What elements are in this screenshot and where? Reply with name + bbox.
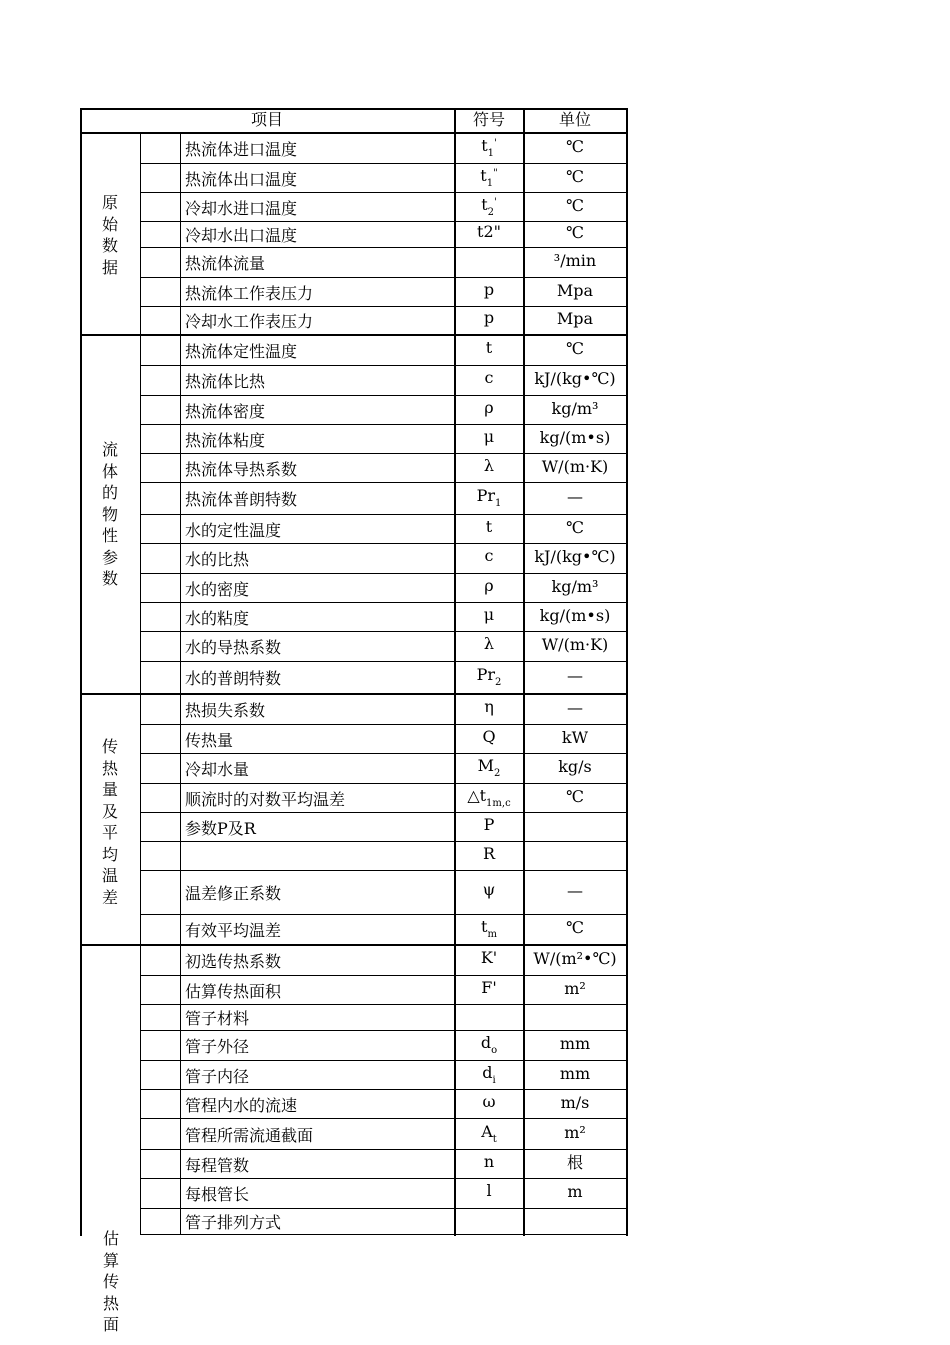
item-cell: 管程内水的流速 bbox=[185, 1095, 298, 1115]
symbol-cell bbox=[455, 456, 523, 476]
row-border bbox=[140, 1060, 628, 1061]
row-border bbox=[140, 1178, 628, 1179]
group-label-raw-data: 原始数据 bbox=[101, 193, 118, 277]
item-cell: 水的普朗特数 bbox=[185, 669, 282, 688]
row-border bbox=[140, 1149, 628, 1150]
symbol-subscript: 1 bbox=[487, 147, 495, 159]
item-cell: 热流体工作表压力 bbox=[185, 283, 314, 303]
symbol-text: p bbox=[483, 308, 495, 327]
item-cell: 水的密度 bbox=[185, 579, 250, 599]
item-cell: 热流体进口温度 bbox=[185, 139, 298, 159]
unit-cell: ℃ bbox=[566, 223, 584, 242]
header-unit: 单位 bbox=[558, 110, 591, 129]
symbol-cell bbox=[455, 727, 523, 747]
item-cell: 管子材料 bbox=[185, 1009, 250, 1028]
row-border bbox=[140, 482, 628, 483]
item-cell: 冷却水量 bbox=[185, 760, 250, 779]
symbol-subscript: o bbox=[491, 1045, 498, 1056]
row-border bbox=[140, 841, 628, 842]
header-symbol: 符号 bbox=[472, 110, 505, 129]
unit-cell: m² bbox=[564, 1122, 586, 1142]
symbol-text: λ bbox=[483, 455, 495, 475]
symbol-cell bbox=[455, 546, 523, 566]
row-border bbox=[140, 1089, 628, 1090]
unit-cell: kg/(m•s) bbox=[539, 427, 611, 447]
symbol-cell bbox=[455, 697, 523, 717]
symbol-cell bbox=[455, 222, 523, 242]
item-cell: 水的导热系数 bbox=[185, 638, 282, 657]
symbol-subscript: t bbox=[492, 1133, 497, 1145]
unit-cell: — bbox=[567, 881, 583, 900]
column-border bbox=[523, 108, 525, 1236]
symbol-cell bbox=[455, 368, 523, 388]
row-border bbox=[140, 602, 628, 603]
symbol-cell bbox=[455, 338, 523, 358]
row-border bbox=[140, 277, 628, 278]
symbol-cell bbox=[455, 194, 523, 218]
row-border bbox=[140, 724, 628, 725]
symbol-text: p bbox=[483, 279, 495, 299]
symbol-text: △t bbox=[467, 785, 487, 805]
item-cell: 水的定性温度 bbox=[185, 520, 282, 540]
unit-cell: kJ/(kg•℃) bbox=[534, 547, 616, 566]
item-cell: 估算传热面积 bbox=[185, 981, 282, 1001]
row-border bbox=[140, 914, 628, 915]
symbol-cell bbox=[455, 756, 523, 779]
row-border bbox=[140, 1234, 628, 1235]
unit-cell: kg/m³ bbox=[551, 398, 599, 418]
section-border bbox=[80, 944, 628, 946]
symbol-text: ρ bbox=[484, 397, 494, 417]
symbol-text: t bbox=[480, 165, 487, 185]
symbol-text: c bbox=[484, 546, 494, 565]
item-cell: 热流体粘度 bbox=[185, 430, 266, 450]
group-label-physical-properties: 流体的物性参数 bbox=[101, 440, 118, 588]
symbol-text: K' bbox=[480, 947, 498, 967]
symbol-text: ψ bbox=[482, 880, 496, 899]
item-cell: 冷却水工作表压力 bbox=[185, 312, 314, 331]
table-border bbox=[80, 108, 628, 110]
symbol-text: P bbox=[483, 814, 495, 834]
symbol-cell bbox=[455, 785, 523, 809]
symbol-superscript: ' bbox=[494, 137, 497, 149]
item-cell: 水的比热 bbox=[185, 550, 250, 569]
row-border bbox=[140, 1004, 628, 1005]
item-cell: 热流体出口温度 bbox=[185, 169, 298, 189]
section-border bbox=[80, 693, 628, 695]
row-border bbox=[140, 1030, 628, 1031]
row-border bbox=[140, 631, 628, 632]
section-border bbox=[80, 334, 628, 336]
row-border bbox=[140, 163, 628, 164]
row-border bbox=[140, 543, 628, 544]
item-cell: 冷却水进口温度 bbox=[185, 198, 298, 218]
symbol-text: R bbox=[482, 843, 496, 863]
unit-cell: W/(m·K) bbox=[541, 635, 609, 654]
row-border bbox=[140, 365, 628, 366]
symbol-text: Q bbox=[482, 726, 496, 746]
unit-cell: m/s bbox=[560, 1092, 590, 1112]
row-border bbox=[140, 573, 628, 574]
spreadsheet-table bbox=[80, 108, 628, 1236]
header-item: 项目 bbox=[250, 110, 283, 129]
row-border bbox=[140, 661, 628, 662]
unit-cell: W/(m·K) bbox=[541, 456, 609, 476]
unit-cell: W/(m²•℃) bbox=[533, 948, 617, 968]
symbol-cell bbox=[455, 135, 523, 159]
symbol-cell bbox=[455, 1092, 523, 1112]
symbol-cell bbox=[455, 1152, 523, 1172]
symbol-text: t bbox=[481, 135, 488, 155]
item-cell: 热流体普朗特数 bbox=[185, 490, 298, 509]
item-cell: 管子排列方式 bbox=[185, 1213, 282, 1232]
symbol-cell bbox=[455, 280, 523, 300]
symbol-cell bbox=[455, 978, 523, 998]
symbol-text: t2" bbox=[477, 222, 501, 241]
symbol-text: ω bbox=[482, 1091, 496, 1111]
row-border bbox=[140, 514, 628, 515]
row-border bbox=[140, 395, 628, 396]
unit-cell: ℃ bbox=[566, 338, 584, 358]
item-cell: 热流体比热 bbox=[185, 372, 266, 391]
item-cell: 初选传热系数 bbox=[185, 951, 282, 971]
symbol-cell bbox=[455, 1181, 523, 1201]
symbol-text: d bbox=[480, 1033, 492, 1052]
symbol-cell bbox=[455, 1121, 523, 1145]
symbol-cell bbox=[455, 948, 523, 968]
unit-cell: — bbox=[567, 666, 583, 685]
item-cell: 热流体密度 bbox=[185, 401, 266, 421]
symbol-subscript: 2 bbox=[495, 677, 502, 688]
symbol-subscript: 2 bbox=[494, 768, 501, 779]
symbol-text: d bbox=[482, 1062, 493, 1082]
symbol-superscript: ' bbox=[494, 196, 497, 208]
unit-cell: — bbox=[567, 697, 583, 717]
table-border bbox=[80, 132, 628, 134]
symbol-cell bbox=[455, 665, 523, 688]
item-cell: 管子外径 bbox=[185, 1037, 250, 1056]
row-border bbox=[140, 424, 628, 425]
unit-cell: mm bbox=[559, 1034, 591, 1053]
symbol-cell bbox=[455, 398, 523, 418]
row-border bbox=[140, 192, 628, 193]
unit-cell: kJ/(kg•℃) bbox=[534, 369, 616, 388]
unit-cell: Mpa bbox=[556, 280, 594, 300]
unit-cell: ℃ bbox=[566, 786, 584, 806]
item-cell: 温差修正系数 bbox=[185, 884, 282, 903]
symbol-cell bbox=[455, 815, 523, 835]
unit-cell: m² bbox=[564, 978, 586, 998]
column-border bbox=[140, 132, 141, 1234]
row-border bbox=[140, 1118, 628, 1119]
column-border bbox=[454, 108, 456, 1236]
symbol-cell bbox=[455, 165, 523, 189]
item-cell: 每程管数 bbox=[185, 1155, 250, 1175]
unit-cell: kg/(m•s) bbox=[539, 605, 611, 625]
item-cell: 热流体流量 bbox=[185, 254, 266, 273]
table-border bbox=[626, 108, 628, 1236]
symbol-text: t bbox=[481, 917, 488, 936]
unit-cell: ℃ bbox=[566, 195, 584, 215]
item-cell: 冷却水出口温度 bbox=[185, 226, 298, 245]
symbol-text: ρ bbox=[484, 575, 494, 595]
symbol-text: M bbox=[477, 756, 494, 775]
group-label-heat-and-temp-diff: 传热量及平均温差 bbox=[101, 737, 118, 907]
symbol-cell bbox=[455, 1062, 523, 1086]
symbol-text: t bbox=[485, 337, 493, 357]
symbol-text: t bbox=[481, 194, 488, 214]
row-border bbox=[140, 247, 628, 248]
item-cell: 水的粘度 bbox=[185, 608, 250, 628]
symbol-subscript: i bbox=[492, 1074, 496, 1086]
unit-cell: kg/m³ bbox=[551, 576, 599, 596]
item-cell: 每根管长 bbox=[185, 1185, 250, 1204]
item-cell: 热流体定性温度 bbox=[185, 341, 298, 361]
unit-cell: 根 bbox=[566, 1152, 583, 1172]
item-cell: 管程所需流通截面 bbox=[185, 1125, 314, 1145]
symbol-cell bbox=[455, 576, 523, 596]
symbol-text: t bbox=[485, 516, 493, 536]
symbol-cell bbox=[455, 1033, 523, 1056]
symbol-subscript: 1 bbox=[486, 177, 494, 189]
item-cell: 热流体导热系数 bbox=[185, 459, 298, 479]
item-cell: 管子内径 bbox=[185, 1066, 250, 1086]
table-border bbox=[80, 108, 82, 1236]
row-border bbox=[140, 812, 628, 813]
symbol-subscript: 1 bbox=[495, 498, 502, 509]
symbol-superscript: " bbox=[493, 167, 498, 179]
symbol-text: A bbox=[481, 1121, 493, 1141]
item-cell: 传热量 bbox=[185, 730, 234, 750]
symbol-subscript: 2 bbox=[487, 206, 495, 218]
unit-cell: ℃ bbox=[566, 918, 584, 937]
symbol-cell bbox=[455, 308, 523, 328]
symbol-text: l bbox=[486, 1181, 492, 1200]
row-border bbox=[140, 306, 628, 307]
symbol-cell bbox=[455, 917, 523, 940]
symbol-text: n bbox=[483, 1151, 495, 1171]
symbol-text: μ bbox=[483, 426, 495, 446]
unit-cell: ℃ bbox=[566, 166, 584, 186]
symbol-text: μ bbox=[483, 604, 495, 624]
row-border bbox=[140, 753, 628, 754]
unit-cell: ℃ bbox=[566, 517, 584, 537]
row-border bbox=[140, 870, 628, 871]
column-border bbox=[180, 132, 181, 1234]
row-border bbox=[140, 975, 628, 976]
symbol-cell bbox=[455, 486, 523, 509]
symbol-cell bbox=[455, 605, 523, 625]
row-border bbox=[140, 221, 628, 222]
group-label-estimate-area: 估算传热面 bbox=[102, 1229, 119, 1334]
unit-cell: ℃ bbox=[566, 136, 584, 156]
unit-cell: — bbox=[567, 487, 583, 506]
symbol-cell bbox=[455, 880, 523, 900]
row-border bbox=[140, 1208, 628, 1209]
item-cell: 热损失系数 bbox=[185, 700, 266, 720]
unit-cell: m bbox=[567, 1182, 583, 1201]
item-cell: 有效平均温差 bbox=[185, 921, 282, 940]
item-cell: 顺流时的对数平均温差 bbox=[185, 789, 346, 809]
symbol-text: λ bbox=[483, 634, 495, 653]
symbol-text: c bbox=[484, 368, 494, 387]
symbol-text: Pr bbox=[476, 486, 496, 505]
symbol-text: Pr bbox=[476, 665, 496, 684]
unit-cell: ³/min bbox=[553, 251, 597, 270]
symbol-text: F' bbox=[481, 977, 497, 997]
unit-cell: kW bbox=[561, 727, 589, 747]
symbol-cell bbox=[455, 427, 523, 447]
symbol-subscript: 1m,c bbox=[486, 797, 511, 809]
symbol-cell bbox=[455, 844, 523, 864]
symbol-subscript: m bbox=[487, 929, 497, 940]
row-border bbox=[140, 453, 628, 454]
item-cell: 参数P及R bbox=[185, 818, 256, 838]
row-border bbox=[140, 783, 628, 784]
symbol-cell bbox=[455, 634, 523, 654]
unit-cell: kg/s bbox=[558, 757, 592, 776]
unit-cell: mm bbox=[559, 1063, 591, 1083]
symbol-cell bbox=[455, 517, 523, 537]
symbol-text: η bbox=[484, 696, 494, 716]
unit-cell: Mpa bbox=[556, 309, 594, 328]
